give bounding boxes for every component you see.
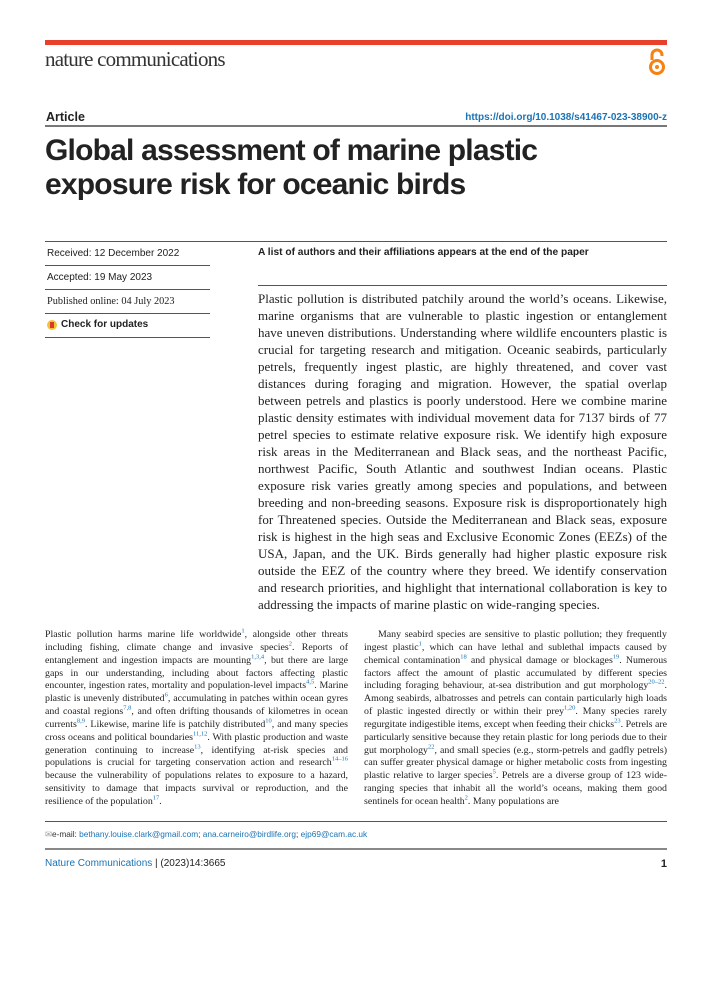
citation-ref[interactable]: 2 — [464, 794, 468, 802]
body-text: . Petrels are particularly sensitive because they retain plastic for long periods due to their gut morphology — [364, 718, 668, 756]
citation-ref[interactable]: 10 — [265, 717, 272, 725]
body-text: . Many species rarely regurgitate indigestible items, except when feeding their chicks — [364, 706, 667, 730]
email-separator: ; — [198, 828, 203, 839]
citation-ref[interactable]: 23 — [614, 717, 621, 725]
article-type: Article — [46, 110, 85, 124]
citation-ref[interactable]: 6 — [164, 691, 168, 699]
email-label: e-mail: — [51, 828, 80, 839]
doi-link[interactable]: https://doi.org/10.1038/s41467-023-38900-z — [465, 112, 667, 123]
body-text: . Petrels are a diverse group of 123 wide-ranging species that inhabit all the world’s oceans, making them good sentinels for ocean health — [364, 770, 667, 807]
citation-ref[interactable]: 14–16 — [331, 756, 348, 764]
journal-color-bar — [45, 40, 667, 45]
citation-ref[interactable]: 1,20 — [564, 704, 576, 712]
body-text: Plastic pollution harms marine life worldwide — [45, 629, 242, 640]
body-text: , accumulating in patches within ocean gyres and coastal regions — [45, 693, 348, 718]
citation-ref[interactable]: 1,3,4 — [251, 653, 265, 661]
body-text: . Marine plastic is unevenly distributed — [45, 680, 348, 705]
divider — [45, 241, 667, 242]
body-text: , but there are large gaps in our understanding, including about factors affecting plastic encounter, ingestion rates, mortality and population-level impacts — [45, 654, 348, 692]
body-text: , and often drifting thousands of kilometres in ocean currents — [45, 706, 348, 730]
journal-name: nature communications — [45, 47, 225, 71]
body-text: , and many species cross oceans and political boundaries — [45, 718, 348, 743]
email-link[interactable]: bethany.louise.clark@gmail.com — [79, 828, 199, 839]
citation-ref[interactable]: 17 — [152, 794, 160, 802]
envelope-icon: ✉ — [45, 828, 52, 839]
citation-ref[interactable]: 5 — [492, 768, 496, 776]
citation-ref[interactable]: 4,5 — [306, 679, 315, 687]
body-text: and physical damage or blockages — [466, 654, 613, 666]
published-date: Published online: 04 July 2023 — [47, 296, 175, 307]
citation-ref[interactable]: 18 — [460, 653, 467, 661]
authors-note: A list of authors and their affiliations appears at the end of the paper — [258, 247, 589, 258]
correspondence-email — [45, 828, 667, 840]
divider — [258, 285, 667, 286]
body-text: . Reports of entanglement and ingestion impacts are mounting — [45, 641, 349, 666]
check-updates-label: Check for updates — [61, 319, 149, 330]
citation-ref[interactable]: 1 — [418, 640, 422, 648]
divider — [45, 265, 210, 266]
citation-ref[interactable]: 20–22 — [648, 679, 665, 687]
body-column-left — [45, 629, 348, 809]
divider — [45, 848, 667, 850]
email-separator: ; — [296, 828, 301, 839]
accepted-date: Accepted: 19 May 2023 — [47, 272, 153, 283]
footer-volume: | (2023)14:3665 — [152, 858, 226, 870]
body-text: Many seabird species are sensitive to plastic pollution; they frequently ingest plastic — [364, 629, 667, 653]
citation-ref[interactable]: 19 — [612, 653, 620, 661]
body-text: , alongside other threats including fishing, climate change and invasive species — [45, 629, 348, 653]
email-link[interactable]: ejp69@cam.ac.uk — [300, 828, 368, 839]
abstract: Plastic pollution is distributed patchily around the world’s oceans. Likewise, marine organisms that are vulnerable to plastic ingestion or entanglement have uneven distributions. Understanding where wildlife encounters plastic is crucial for targeting research and mitigation. Oceanic seabirds, particularly petrels, frequently ingest plastic, are highly threatened, and cover vast distances during foraging and migration. However, the spatial overlap between petrels and plastics is poorly understood. Here we combine marine plastic density estimates with individual movement data for 7137 birds of 77 petrel species to estimate relative exposure risk. We identify high exposure risk areas in the Mediterranean and Black seas, and the northeast Pacific, northwest Pacific, South Atlantic and southwest Indian oceans. Plastic exposure risk varies greatly among species and populations, and between breeding and non-breeding seasons. Exposure risk is disproportionately high for Threatened species. Outside the Mediterranean and Black seas, exposure risk is highest in the high seas and Exclusive Economic Zones (EEZs) of the USA, Japan, and the UK. Birds generally had higher plastic exposure risk outside the EEZ of the country where they breed. We identify conservation and research priorities, and highlight that international collaboration is key to addressing the impacts of marine plastic on wide-ranging species. — [258, 291, 667, 612]
footer-citation — [45, 858, 225, 869]
received-date: Received: 12 December 2022 — [47, 248, 180, 259]
body-text: . Numerous factors affect the amount of plastic accumulated by different species including foraging behaviour, at-sea distribution and gut morphology — [364, 654, 667, 692]
email-link[interactable]: ana.carneiro@birdlife.org — [202, 828, 297, 839]
citation-ref[interactable]: 2 — [288, 640, 292, 648]
divider — [45, 125, 667, 127]
citation-ref[interactable]: 7,8 — [123, 704, 132, 712]
open-access-icon — [648, 48, 666, 76]
body-text: , identifying at-risk species and populations is crucial for targeting conservation action and research — [45, 744, 348, 769]
body-text: . Many populations are — [467, 795, 559, 807]
page-number: 1 — [660, 857, 667, 870]
main-content — [45, 290, 667, 870]
citation-ref[interactable]: 13 — [194, 743, 201, 751]
citation-ref[interactable]: 11,12 — [193, 730, 208, 738]
footer — [45, 858, 667, 870]
divider — [45, 821, 667, 822]
body-column-right — [364, 629, 667, 809]
body-text: . Likewise, marine life is patchily distributed — [84, 718, 266, 730]
footer-journal-link[interactable]: Nature Communications — [45, 858, 153, 870]
citation-ref[interactable]: 22 — [427, 743, 435, 751]
body-text: . With plastic production and waste generation continuing to increase — [45, 731, 349, 756]
body-text: . Among seabirds, albatrosses and petrels can contain particularly high loads of plastic ingested directly or within their prey — [364, 680, 667, 718]
body-columns — [45, 629, 667, 809]
citation-ref[interactable]: 8,9 — [76, 717, 85, 725]
body-text: , and small species (e.g., storm-petrels and gadfly petrels) can suffer greater physical damage or higher metabolic costs from ingesting plastic relative to larger species — [364, 744, 667, 782]
article-title: Global assessment of marine plastic exposure risk for oceanic birds — [45, 134, 538, 201]
citation-ref[interactable]: 1 — [241, 627, 245, 635]
body-text: , which can have lethal and sublethal impacts caused by chemical contamination — [364, 641, 667, 666]
body-text: . — [159, 795, 162, 807]
body-text: because the vulnerability of populations relates to exposure to a hazard, sensitivity to damage that impacts survival or reproduction, and the resilience of the population — [45, 770, 348, 807]
